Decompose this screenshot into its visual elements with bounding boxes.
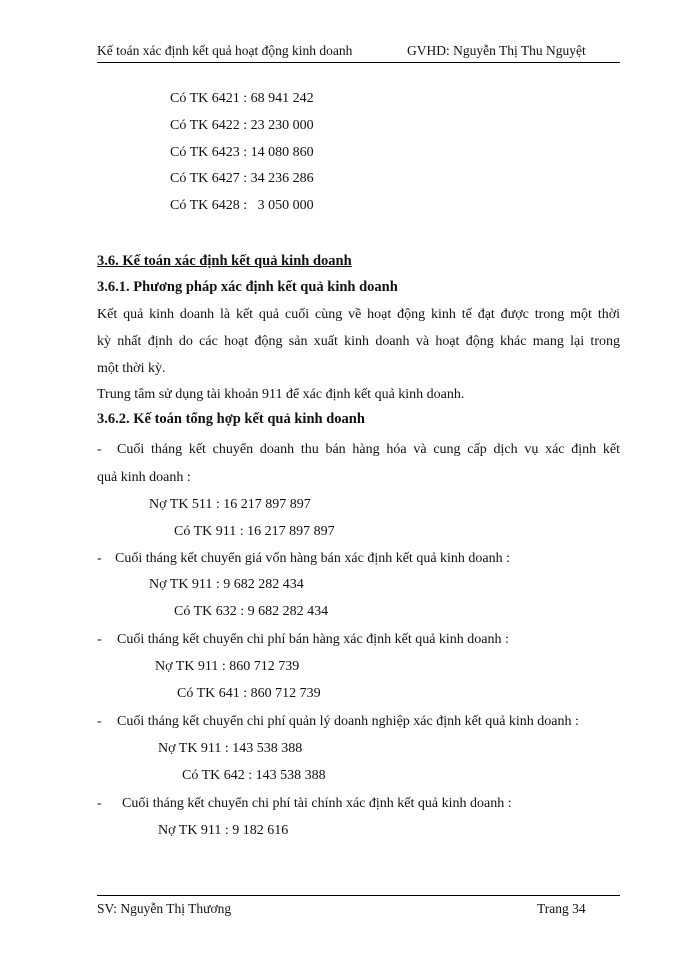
entry-line: Có TK 6421 : 68 941 242 bbox=[170, 91, 314, 106]
paragraph-line: một thời kỳ. bbox=[97, 361, 166, 376]
subsection-heading: 3.6.1. Phương pháp xác định kết quả kinh doanh bbox=[97, 279, 398, 295]
footer-rule bbox=[97, 895, 620, 896]
debit-entry: Nợ TK 911 : 9 682 282 434 bbox=[149, 577, 304, 592]
paragraph bbox=[97, 301, 620, 382]
credit-entry: Có TK 641 : 860 712 739 bbox=[177, 686, 321, 701]
header-instructor: GVHD: Nguyễn Thị Thu Nguyệt bbox=[407, 43, 586, 58]
debit-entry: Nợ TK 911 : 9 182 616 bbox=[158, 823, 289, 838]
bullet-item bbox=[97, 546, 620, 572]
section-heading: 3.6. Kế toán xác định kết quả kinh doanh bbox=[97, 253, 352, 269]
credit-entry: Có TK 632 : 9 682 282 434 bbox=[174, 604, 329, 619]
credit-entry: Có TK 911 : 16 217 897 897 bbox=[174, 524, 335, 539]
footer-student: SV: Nguyễn Thị Thương bbox=[97, 901, 232, 916]
bullet-item bbox=[97, 437, 620, 463]
bullet-dash: - bbox=[97, 714, 102, 729]
paragraph-line: kỳ nhất định do các hoạt động sản xuất kinh doanh và hoạt động khác mang lại trong bbox=[97, 334, 620, 349]
header-rule bbox=[97, 62, 620, 63]
credit-entry: Có TK 642 : 143 538 388 bbox=[182, 768, 326, 783]
subsection-heading: 3.6.2. Kế toán tổng hợp kết quả kinh doanh bbox=[97, 411, 365, 427]
bullet-dash: - bbox=[97, 551, 102, 566]
entry-line: Có TK 6422 : 23 230 000 bbox=[170, 118, 314, 133]
bullet-line: Cuối tháng kết chuyển chi phí tài chính xác định kết quả kinh doanh : bbox=[122, 796, 512, 811]
bullet-dash: - bbox=[97, 442, 102, 457]
debit-entry: Nợ TK 911 : 860 712 739 bbox=[155, 659, 300, 674]
bullet-item bbox=[97, 791, 620, 817]
bullet-item bbox=[97, 709, 620, 735]
entry-line: Có TK 6428 : 3 050 000 bbox=[170, 198, 314, 213]
bullet-line: quả kinh doanh : bbox=[97, 470, 191, 485]
bullet-item bbox=[97, 627, 620, 653]
bullet-line: Cuối tháng kết chuyển doanh thu bán hàng hóa và cung cấp dịch vụ xác định kết bbox=[117, 442, 620, 457]
footer-page-number: Trang 34 bbox=[537, 901, 586, 916]
bullet-line: Cuối tháng kết chuyển giá vốn hàng bán xác định kết quả kinh doanh : bbox=[115, 551, 511, 566]
entry-line: Có TK 6427 : 34 236 286 bbox=[170, 171, 314, 186]
bullet-dash: - bbox=[97, 632, 102, 647]
entry-line: Có TK 6423 : 14 080 860 bbox=[170, 145, 314, 160]
bullet-line: Cuối tháng kết chuyển chi phí bán hàng xác định kết quả kinh doanh : bbox=[117, 632, 509, 647]
paragraph: Trung tâm sử dụng tài khoản 911 để xác định kết quả kinh doanh. bbox=[97, 387, 465, 402]
debit-entry: Nợ TK 511 : 16 217 897 897 bbox=[149, 497, 311, 512]
header-title: Kế toán xác định kết quả hoạt động kinh doanh bbox=[97, 43, 353, 58]
paragraph-line: Kết quả kinh doanh là kết quả cuối cùng về hoạt động kinh tế đạt được trong một thời bbox=[97, 307, 620, 322]
debit-entry: Nợ TK 911 : 143 538 388 bbox=[158, 741, 303, 756]
bullet-line: Cuối tháng kết chuyển chi phí quản lý doanh nghiệp xác định kết quả kinh doanh : bbox=[117, 714, 579, 729]
bullet-dash: - bbox=[97, 796, 102, 811]
